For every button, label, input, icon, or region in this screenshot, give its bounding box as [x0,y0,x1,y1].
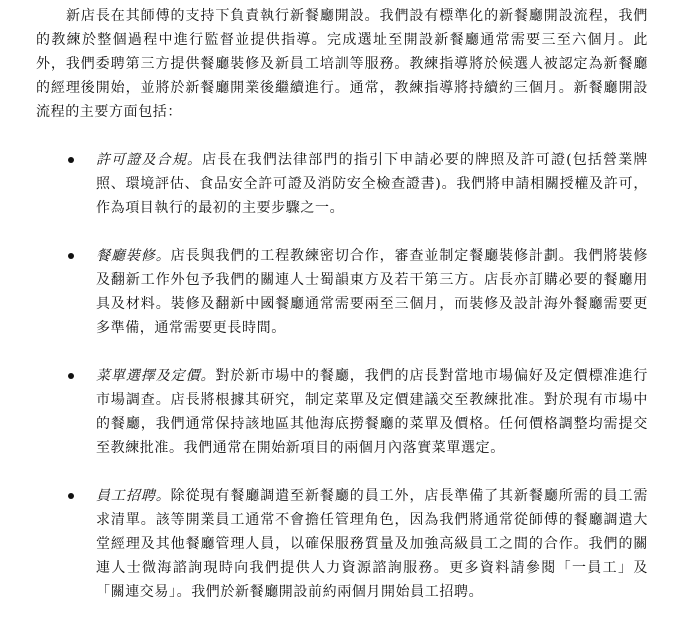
intro-paragraph: 新店長在其師傅的支持下負責執行新餐廳開設。我們設有標準化的新餐廳開設流程，我們的教練於整個過程中進行監督並提供指導。完成選址至開設新餐廳通常需要三至六個月。此外，我們委聘第三方提供餐廳裝修及新員工培訓等服務。教練指導將於候選人被認定為新餐廳的經理後開始，並將於新餐廳開業後繼續進行。通常，教練指導將持續約三個月。新餐廳開設流程的主要方面包括： [36,8,648,120]
bullet-icon [68,253,74,259]
bullet-paragraph [96,148,648,220]
bullet-paragraph [96,244,648,340]
bullet-icon [68,373,74,379]
bullet-title: 餐廳裝修。 [96,248,171,264]
bullet-body: 店長與我們的工程教練密切合作，審查並制定餐廳裝修計劃。我們將裝修及翻新工作外包予我們的關連人士蜀韻東方及若干第三方。店長亦訂購必要的餐廳用具及材料。裝修及翻新中國餐廳通常需要兩至三個月，而裝修及設計海外餐廳需要更多準備，通常需要更長時間。 [96,248,648,336]
bullet-paragraph [96,364,648,460]
bullet-title: 許可證及合規。 [96,152,203,168]
bullet-icon [68,157,74,163]
bullet-paragraph [96,484,648,604]
bullet-body: 店長在我們法律部門的指引下申請必要的牌照及許可證(包括營業牌照、環境評估、食品安全許可證及消防安全檢查證書)。我們將申請相關授權及許可，作為項目執行的最初的主要步驟之一。 [96,152,648,216]
bullet-title: 菜單選擇及定價。 [96,368,216,384]
bullet-icon [68,493,74,499]
bullet-body: 除從現有餐廳調遣至新餐廳的員工外，店長準備了其新餐廳所需的員工需求清單。該等開業員工通常不會擔任管理角色，因為我們將通常從師傅的餐廳調遣大堂經理及其他餐廳管理人員，以確保服務質量及加強高級員工之間的合作。我們的關連人士微海諮詢現時向我們提供人力資源諮詢服務。更多資料請參閱「一員工」及「關連交易」。我們於新餐廳開設前約兩個月開始員工招聘。 [96,488,648,600]
bullet-body: 對於新市場中的餐廳，我們的店長對當地市場偏好及定價標准進行市場調查。店長將根據其研究，制定菜單及定價建議交至教練批准。對於現有市場中的餐廳，我們通常保持該地區其他海底撈餐廳的菜單及價格。任何價格調整均需提交至教練批准。我們通常在開始新項目的兩個月內落實菜單選定。 [96,368,648,456]
bullet-title: 員工招聘。 [96,488,171,504]
